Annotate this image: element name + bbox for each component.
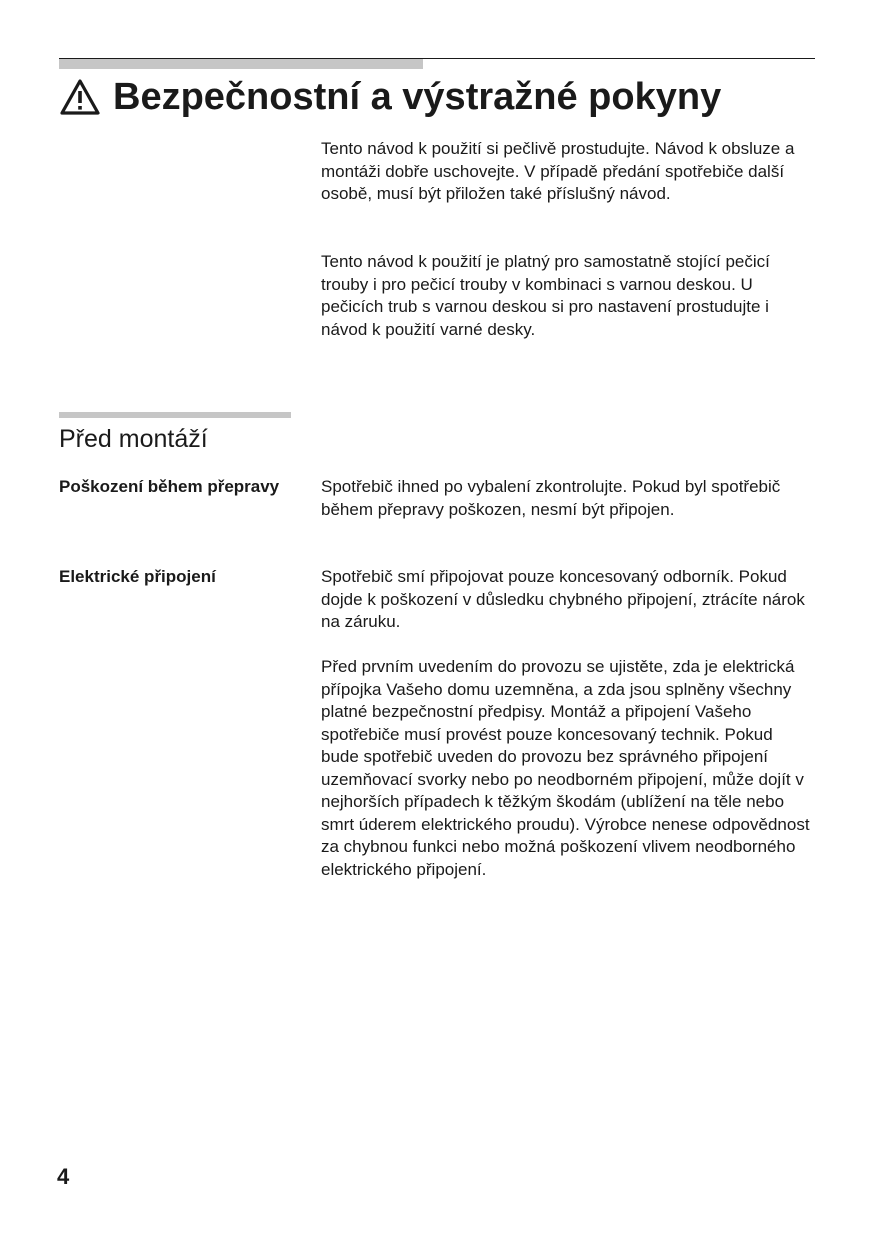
intro-paragraph-2: Tento návod k použití je platný pro samostatně stojící pečicí trouby i pro pečicí trouby v kombinaci s varnou deskou. U pečicích trub s varnou deskou si pro nastavení prostudujte i návod k použití varné desky.	[321, 252, 770, 339]
transport-damage-paragraph: Spotřebič ihned po vybalení zkontrolujte. Pokud byl spotřebič během přepravy poškozen, nesmí být připojen.	[321, 477, 781, 519]
label-transport-damage: Poškození během přepravy	[59, 477, 280, 496]
page-number: 4	[57, 1164, 70, 1189]
label-electrical-connection: Elektrické připojení	[59, 567, 216, 586]
page-title	[59, 72, 721, 122]
page-title-text: Bezpečnostní a výstražné pokyny	[113, 76, 722, 118]
title-accent-bar	[59, 59, 423, 69]
electrical-paragraph-1: Spotřebič smí připojovat pouze koncesovaný odborník. Pokud dojde k poškození v důsledku chybného připojení, ztrácíte nárok na záruku.	[321, 567, 805, 631]
warning-triangle-icon	[59, 78, 101, 116]
section-accent-bar	[59, 412, 291, 418]
intro-paragraph-1: Tento návod k použití si pečlivě prostudujte. Návod k obsluze a montáži dobře uschovejte. V případě předání spotřebiče další osobě, musí být přiložen také příslušný návod.	[321, 139, 795, 203]
section-heading: Před montáží	[59, 425, 208, 453]
electrical-paragraph-2: Před prvním uvedením do provozu se ujistěte, zda je elektrická přípojka Vašeho domu uzemněna, a zda jsou splněny všechny platné bezpečnostní předpisy. Montáž a připojení Vašeho spotřebiče musí provést pouze koncesovaný technik. Pokud bude spotřebič uveden do provozu bez správného připojení uzemňovací svorky nebo po neodborném připojení, může dojít v nejhorších případech k těžkým škodám (ublížení na těle nebo smrt úderem elektrického proudu). Výrobce nenese odpovědnost za chybnou funkci nebo možná poškození vlivem neodborného elektrického připojení.	[321, 657, 810, 879]
